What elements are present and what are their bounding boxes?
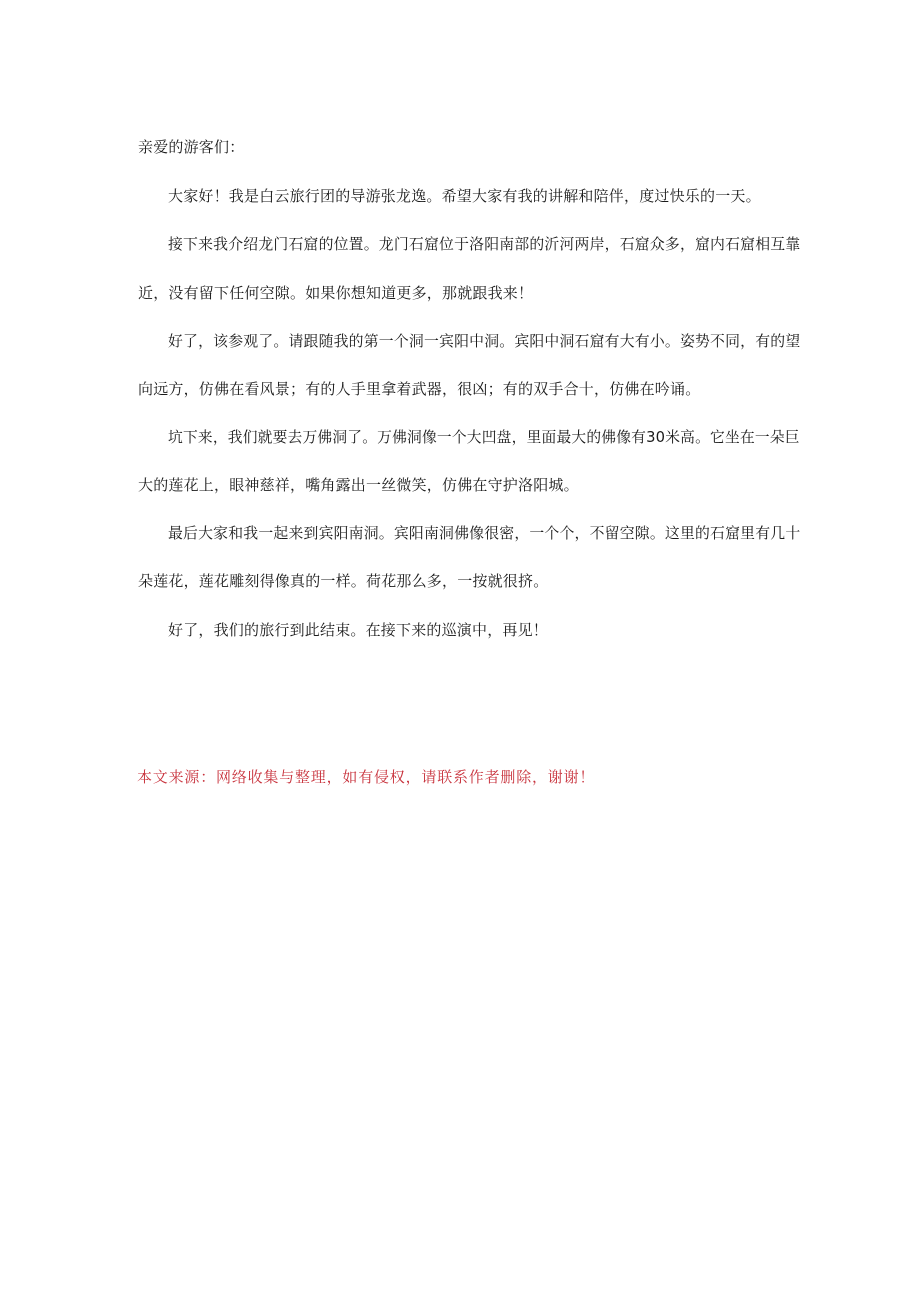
greeting: 亲爱的游客们： xyxy=(138,138,245,156)
paragraph-6-line-1: 好了，我们的旅行到此结束。在接下来的巡演中，再见！ xyxy=(168,621,549,639)
paragraph-3-line-2: 向远方，仿佛在看风景；有的人手里拿着武器，很凶；有的双手合十，仿佛在吟诵。 xyxy=(138,380,701,398)
paragraph-4-line-1: 坑下来，我们就要去万佛洞了。万佛洞像一个大凹盘，里面最大的佛像有30米高。它坐在一朵巨 xyxy=(168,428,800,446)
paragraph-3-line-1: 好了，该参观了。请跟随我的第一个洞一宾阳中洞。宾阳中洞石窟有大有小。姿势不同，有的望 xyxy=(168,332,801,350)
paragraph-2-line-2: 近，没有留下任何空隙。如果你想知道更多，那就跟我来！ xyxy=(138,284,534,302)
paragraph-5-line-1: 最后大家和我一起来到宾阳南洞。宾阳南洞佛像很密，一个个，不留空隙。这里的石窟里有几十 xyxy=(168,524,801,542)
paragraph-4-line-2: 大的莲花上，眼神慈祥，嘴角露出一丝微笑，仿佛在守护洛阳城。 xyxy=(138,476,579,494)
paragraph-1-line-1: 大家好！我是白云旅行团的导游张龙逸。希望大家有我的讲解和陪伴，度过快乐的一天。 xyxy=(168,187,761,205)
paragraph-5-line-2: 朵莲花，莲花雕刻得像真的一样。荷花那么多，一按就很挤。 xyxy=(138,572,549,590)
source-note: 本文来源：网络收集与整理，如有侵权，请联系作者删除，谢谢！ xyxy=(137,768,596,786)
paragraph-2-line-1: 接下来我介绍龙门石窟的位置。龙门石窟位于洛阳南部的沂河两岸，石窟众多，窟内石窟相互靠 xyxy=(168,235,801,253)
